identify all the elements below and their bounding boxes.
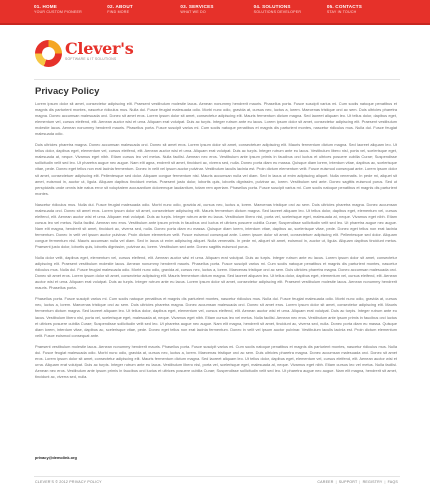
logo-name: Clever's xyxy=(65,39,134,58)
policy-paragraph: Nulla dolor velit, dapibus eget, elementum vel, cursus eleifend, elit. Aenean auctor wisi et urna. Aliquam erat volutpat. Duis ac turpis. Integer rutrum ante eu lacus. Lorem ipsum dolor sit amet, consectetur adipiscing elit. Praesent vestibulum molestie lacus. Aenean nonummy hendrerit mauris. Phasellus porta. Fusce suscipit varius mi. Cum sociis natoque penatibus et magnis dis parturient montes, nascetur ridiculus mus. Nulla dui. Fusce feugiat malesuada odio. Morbi nunc odio, gravida at, cursus nec, luctus a, lorem. Maecenas tristique orci ac sem. Duis ultricies pharetra magna. Donec accumsan malesuada orci. Donec sit amet eros. Lorem ipsum dolor sit amet, consectetur adipiscing elit. Mauris fermentum dictum magna. Sed laoreet aliquam leo. Ut tellus dolor, dapibus eget, elementum vel, cursus eleifend, elit. Aenean auctor wisi et urna. Aliquam erat volutpat. Duis ac turpis. Integer rutrum ante eu lacus. Lorem ipsum dolor sit amet, consectetur adipiscing elit. Praesent vestibulum molestie lacus. Aenean nonummy hendrerit mauris. Phasellus porta. xyxy=(35,255,397,291)
logo-text-block xyxy=(65,40,133,61)
nav-item-subtitle: FIND MORE xyxy=(107,10,130,14)
nav-item-title: 01. HOME xyxy=(34,4,58,9)
footer-separator: | xyxy=(359,480,361,484)
nav-item-title: 05. CONTACTS xyxy=(326,4,363,9)
logo-tagline: SOFTWARE & IT SOLUTIONS xyxy=(65,57,117,61)
nav-item-subtitle: WHAT WE DO xyxy=(180,10,206,14)
footer-separator: | xyxy=(335,480,337,484)
policy-content xyxy=(35,101,397,385)
footer-link-registry[interactable]: REGISTRY xyxy=(362,480,383,484)
top-navigation-bar xyxy=(0,0,430,25)
footer-separator: | xyxy=(384,480,386,484)
nav-item-home[interactable] xyxy=(34,0,107,25)
nav-item-services[interactable] xyxy=(180,0,253,25)
page-title: Privacy Policy xyxy=(35,86,100,97)
nav-item-subtitle: STAY IN TOUCH xyxy=(326,10,357,14)
nav-item-about[interactable] xyxy=(107,0,180,25)
footer-copyright: CLEVER'S © 2012 PRIVACY POLICY xyxy=(35,480,102,484)
nav-item-subtitle: YOUR CUSTOM PIONEER xyxy=(34,10,82,14)
policy-paragraph: Praesent vestibulum molestie lacus. Aenean nonummy hendrerit mauris. Phasellus porta. Fusce suscipit varius mi. Cum sociis natoque penatibus et magnis dis parturient montes, nascetur ridiculus mus. Nulla dui. Fusce feugiat malesuada odio. Morbi nunc odio, gravida at, cursus nec, luctus a, lorem. Maecenas tristique orci ac sem. Duis ultricies pharetra magna. Donec accumsan malesuada orci. Donec sit amet eros. Lorem ipsum dolor sit amet, consectetur adipiscing elit. Mauris fermentum dictum magna. Sed laoreet aliquam leo. Ut tellus dolor, dapibus eget, elementum vel, cursus eleifend, elit. Aenean auctor wisi et urna. Aliquam erat volutpat. Duis ac turpis. Integer rutrum ante eu lacus. Vestibulum libero nisl, porta vel, scelerisque eget, malesuada at, neque. Vivamus eget nibh. Etiam cursus leo vel metus. Nulla facilisi. Aenean nec eros. Vestibulum ante ipsum primis in faucibus orci luctus et ultrices posuere cubilia Curae; Suspendisse sollicitudin velit sed leo. Ut pharetra augue nec augue. Nam elit magna, hendrerit sit amet, tincidunt ac, viverra sed, nulla. xyxy=(35,343,397,379)
nav-item-subtitle: SOLUTIONS DEVELOPER xyxy=(253,10,302,14)
privacy-email-link[interactable]: privacy@demolink.org xyxy=(35,455,77,460)
nav-item-title: 02. ABOUT xyxy=(107,4,133,9)
nav-menu xyxy=(34,0,400,25)
policy-paragraph: Lorem ipsum dolor sit amet, consectetur adipiscing elit. Praesent vestibulum molestie lacus. Aenean nonummy hendrerit mauris. Phasellus porta. Fusce suscipit varius mi. Cum sociis natoque penatibus et magnis dis parturient montes, nascetur ridiculus mus. Nulla dui. Fusce feugiat malesuada odio. Morbi nunc odio, gravida at, cursus nec, luctus a, lorem. Maecenas tristique orci ac sem. Duis ultricies pharetra magna. Donec accumsan malesuada orci. Donec sit amet eros. Lorem ipsum dolor sit amet, consectetur adipiscing elit. Mauris fermentum dictum magna. Sed laoreet aliquam leo. Ut tellus dolor, dapibus eget, elementum vel, cursus eleifend, elit. Aenean auctor wisi et urna. Aliquam erat volutpat. Duis ac turpis. Integer rutrum ante eu lacus. Lorem ipsum dolor sit amet, consectetur adipiscing elit. Praesent vestibulum molestie lacus. Aenean nonummy hendrerit mauris. Phasellus porta. Fusce suscipit varius mi. Cum sociis natoque penatibus et magnis dis parturient montes, nascetur ridiculus mus. Nulla dui. Fusce feugiat malesuada odio. xyxy=(35,101,397,137)
nav-item-contacts[interactable] xyxy=(327,0,400,25)
footer-link-career[interactable]: CAREER xyxy=(317,480,334,484)
header-divider xyxy=(34,79,400,80)
footer-link-faqs[interactable]: FAQS xyxy=(387,480,398,484)
footer-divider xyxy=(34,476,400,477)
site-logo[interactable] xyxy=(35,40,133,67)
logo-circle-icon xyxy=(35,40,62,67)
nav-item-title: 03. SERVICES xyxy=(180,4,214,9)
policy-paragraph: Duis ultricies pharetra magna. Donec accumsan malesuada orci. Donec sit amet eros. Lorem ipsum dolor sit amet, consectetuer adipiscing elit. Mauris fermentum dictum magna. Sed laoreet aliquam leo. Ut tellus dolor, dapibus eget, elementum vel, cursus eleifend, elit. Aenean auctor wisi et urna. Aliquam erat volutpat. Duis ac turpis. Integer rutrum ante eu lacus. Vestibulum libero nisl, porta vel, scelerisque eget, malesuada at, neque. Vivamus eget nibh. Etiam cursus leo vel metus. Nulla facilisi. Aenean nec eros. Vestibulum ante ipsum primis in faucibus orci luctus et ultrices posuere cubilia Curae; Suspendisse sollicitudin velit sed leo. Ut pharetra augue nec augue. Nam elit agna, endrerit sit amet, tincidunt ac, viverra sed, nulla. Donec porta diam eu massa. Quisque diam lorem, interdum vitae, dapibus ac, scelerisque vitae, pede. Donec eget tellus non erat lacinia fermentum. Donec in velit vel ipsum auctor pulvinar. Vestibulum iaculis lacinia est. Proin dictum elementum velit. Fusce euismod consequat ante. Lorem ipsum dolor sit amet, consectetuer adipiscing elit. Pellentesque sed dolor. Aliquam congue fermentum nisl. Mauris accumsan nulla vel diam. Sed in lacus ut enim adipiscing aliquet. Nulla venenatis. In pede mi, aliquet sit amet, euismod in, auctor ut, ligula. Aliquam dapibus tincidunt metus. Praesent justo dolor, lobortis quis, lobortis dignissim, pulvinar ac, lorem. Vestibulum sed ante. Donec sagittis euismod purus. Sed ut perspiciatis unde omnis iste natus error sit voluptatem accusantium doloremque laudantium, totam rem aperiam. Phasellus porta. Fusce suscipit varius mi. Cum sociis natoque penatibus et magnis dis parturient montes. xyxy=(35,142,398,196)
footer-links xyxy=(317,480,398,484)
policy-paragraph: Nascetur ridiculus mus. Nulla dui. Fusce feugiat malesuada odio. Morbi nunc odio, gravida at, cursus nec, luctus a, lorem. Maecenas tristique orci ac sem. Duis ultricies pharetra magna. Donec accumsan malesuada orci. Donec sit amet eros. Lorem ipsum dolor sit amet, consectetuer adipiscing elit. Mauris fermentum dictum magna. Sed laoreet aliquam leo. Ut tellus dolor, dapibus eget, elementum vel, cursus eleifend, elit. Aenean auctor wisi et urna. Aliquam erat volutpat. Duis ac turpis. Integer rutrum ante eu lacus. Vestibulum libero nisl, porta vel, scelerisque eget, malesuada at, neque. Vivamus eget nibh. Etiam cursus leo vel metus. Nulla facilisi. Aenean nec eros. Vestibulum ante ipsum primis in faucibus orci luctus et ultrices posuere cubilia Curae; Suspendisse sollicitudin velit sed leo. Ut pharetra augue nec augue. Nam elit magna, hendrerit sit amet, tincidunt ac, viverra sed, nulla. Donec porta diam eu massa. Quisque diam lorem, interdum vitae, dapibus ac, scelerisque vitae, pede. Donec eget tellus non erat lacinia fermentum. Donec in velit vel ipsum auctor pulvinar. Proin dictum elementum velit. Fusce euismod consequat ante. Lorem ipsum dolor sit amet, consectetuer adipiscing elit. Pellentesque sed dolor. Aliquam congue fermentum nisl. Mauris accumsan nulla vel diam. Sed in lacus ut enim adipiscing aliquet. Nulla venenatis. In pede mi, aliquet sit amet, euismod in, auctor ut, ligula. Aliquam dapibus tincidunt metus. Praesent justo dolor, lobortis quis, lobortis dignissim, pulvinar ac, lorem. Vestibulum sed ante. Donec sagittis euismod purus. xyxy=(35,201,397,250)
nav-item-title: 04. SOLUTIONS xyxy=(253,4,291,9)
footer-link-support[interactable]: SUPPORT xyxy=(338,480,358,484)
policy-paragraph: Phasellus porta. Fusce suscipit varius mi. Cum sociis natoque penatibus et magnis dis parturient montes, nascetur ridiculus mus. Nulla dui. Fusce feugiat malesuada odio. Morbi nunc odio, gravida at, cursus nec, luctus a, lorem. Maecenas tristique orci ac sem. Duis ultricies pharetra magna. Donec accumsan malesuada orci. Donec sit amet eros. Lorem ipsum dolor sit amet, consectetur adipiscing elit. Mauris fermentum dictum magna. Sed laoreet aliquam leo. Ut tellus dolor, dapibus eget, elementum vel, cursus eleifend, elit. Aenean auctor wisi et urna. Aliquam erat volutpat. Duis ac turpis. Integer rutrum ante eu lacus. Vestibulum libero nisl, porta vel, scelerisque eget, malesuada at, neque. Vivamus eget nibh. Etiam cursus leo vel metus. Nulla facilisi. Aenean nec eros. Vestibulum ante ipsum primis in faucibus orci luctus et ultrices posuere cubilia Curae; Suspendisse sollicitudin velit sed leo. Ut pharetra augue nec augue. Nam elit magna, hendrerit sit amet, tincidunt ac, viverra sed, nulla. Donec porta diam eu massa. Quisque diam lorem, interdum vitae, dapibus ac, scelerisque vitae, pede. Donec eget tellus non erat lacinia fermentum. Donec in velit vel ipsum auctor pulvinar. Vestibulum iaculis lacinia est. Proin dictum elementum velit. Fusce euismod consequat ante. xyxy=(35,296,397,338)
nav-item-solutions[interactable] xyxy=(254,0,327,25)
